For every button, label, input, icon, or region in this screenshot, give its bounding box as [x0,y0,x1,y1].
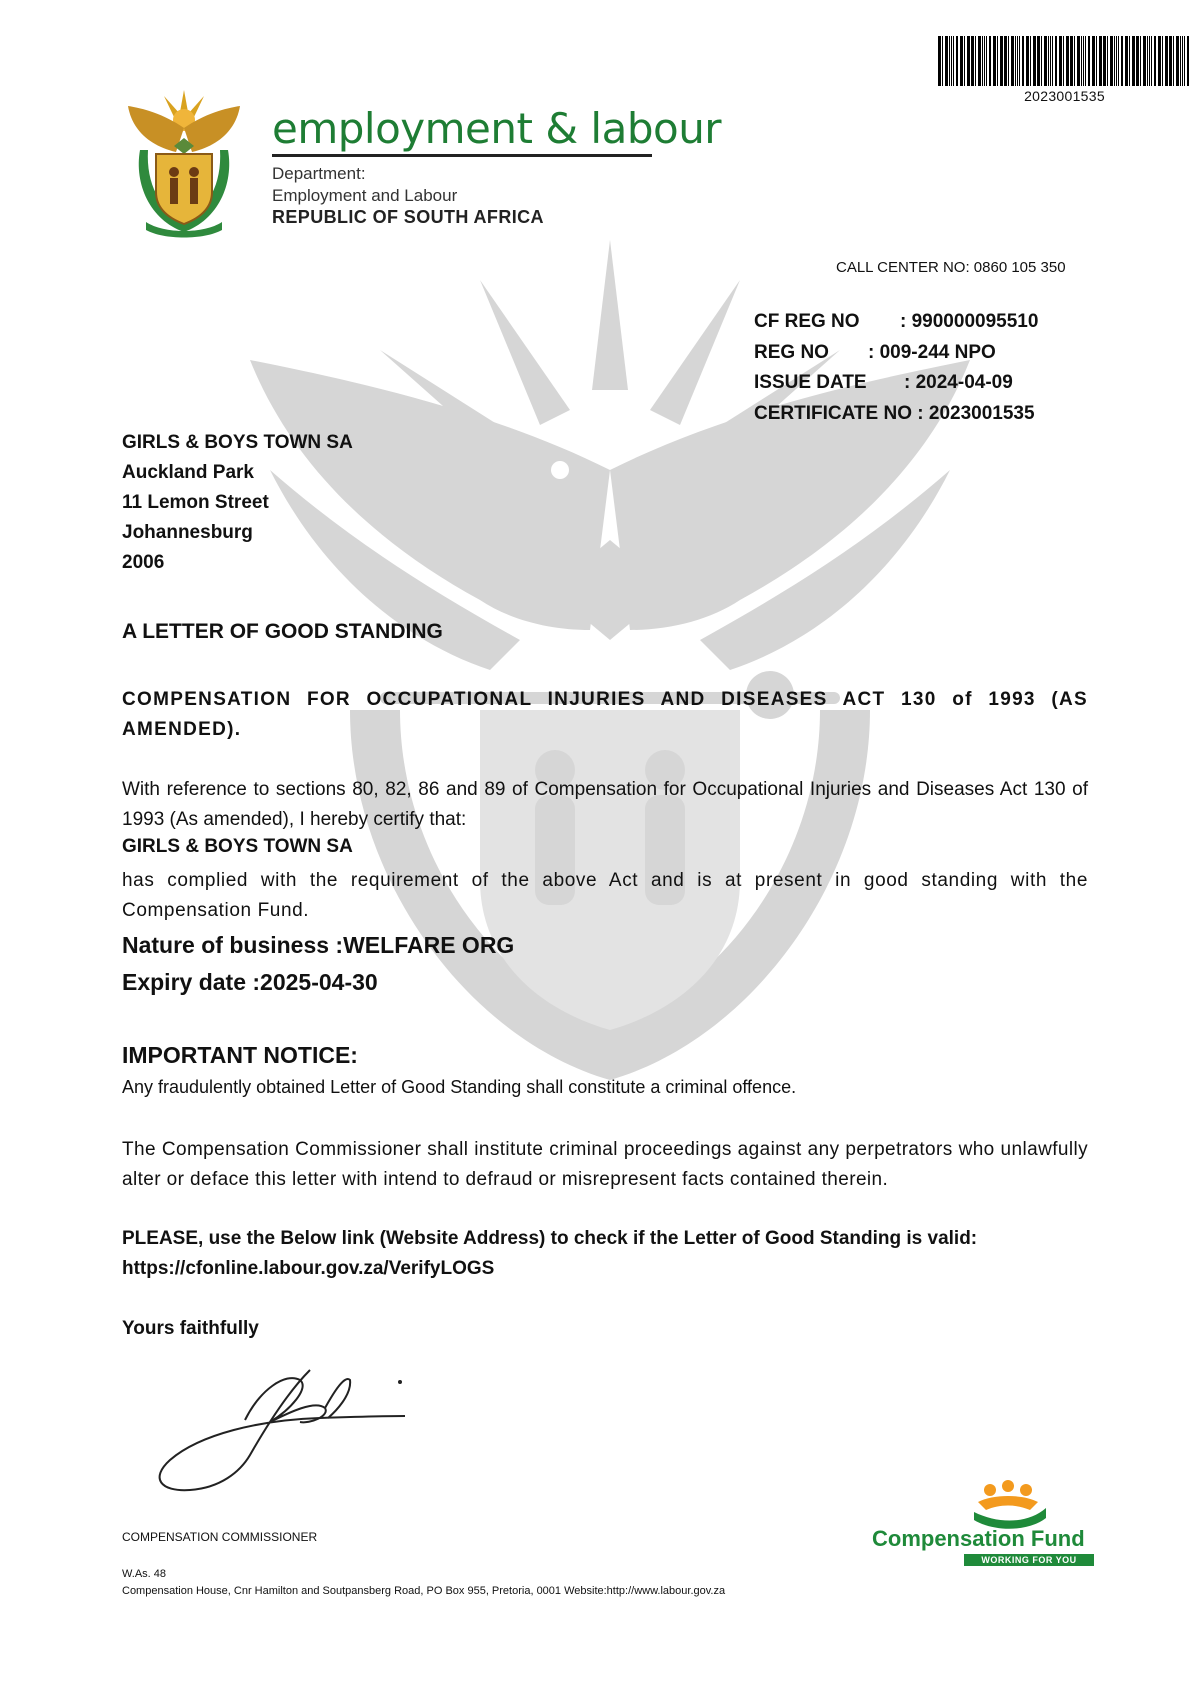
cf-reg-label: CF REG NO [754,311,860,332]
barcode-bar [938,36,941,86]
barcode-bar [1033,36,1036,86]
address-line: 11 Lemon Street [122,492,269,513]
barcode-bar [1030,36,1031,86]
address-line: Auckland Park [122,462,254,483]
barcode-bar [1099,36,1102,86]
barcode-bar [1092,36,1095,86]
barcode-bar [1055,36,1057,86]
country-name: REPUBLIC OF SOUTH AFRICA [272,207,544,227]
barcode-bar [951,36,952,86]
barcode-bar [1103,36,1106,86]
barcode-bar [1121,36,1123,86]
barcode-bar [989,36,991,86]
barcode-bar [1011,36,1014,86]
barcode-bar [1063,36,1064,86]
barcode-bar [1132,36,1135,86]
barcode-bar [1000,36,1003,86]
barcode-bar [1110,36,1113,86]
barcode-bar [1184,36,1185,86]
barcode-bar [1107,36,1108,86]
department-name: Employment and Labour [272,186,458,205]
form-code: W.As. 48 [122,1568,167,1580]
barcode-bar [986,36,987,86]
intro-paragraph: With reference to sections 80, 82, 86 and 89 of Compensation for Occupational Injuries and Diseases Act 130 of 1993 (As amended), I hereby certify that: [122,779,1088,830]
barcode-bar [1008,36,1009,86]
certificate-no [754,403,1035,425]
barcode-bar [1096,36,1097,86]
address-line: Johannesburg [122,522,253,543]
barcode-bar [956,36,958,86]
reg-label: REG NO [754,342,829,363]
barcode-bar [1050,36,1051,86]
letter-title: A LETTER OF GOOD STANDING [122,620,443,643]
cf-reg-value: : 990000095510 [900,311,1039,332]
barcode-bar [984,36,985,86]
nature-of-business: Nature of business :WELFARE ORG [122,932,515,958]
barcode-bar [1026,36,1029,86]
barcode-bar [1173,36,1174,86]
barcode-bar [1070,36,1073,86]
expiry-date: Expiry date :2025-04-30 [122,969,378,995]
call-center-number: CALL CENTER NO: 0860 105 350 [836,259,1066,276]
compliance-paragraph: has complied with the requirement of the above Act and is at present in good standing with the Compensation Fund. [122,870,1088,921]
barcode-bar [1048,36,1049,86]
act-title: COMPENSATION FOR OCCUPATIONAL INJURIES AND DISEASES ACT 130 of 1993 (AS AMENDED). [122,689,1088,740]
barcode-bar [1077,36,1080,86]
barcode-bar [964,36,965,86]
barcode-bar [1129,36,1130,86]
compensation-fund-name: Compensation Fund [872,1526,1085,1551]
barcode-bar [1158,36,1161,86]
signature-image [150,1360,420,1495]
barcode-bar [1136,36,1139,86]
barcode-bar [997,36,998,86]
barcode-bar [945,36,948,86]
brand-divider [272,154,652,157]
barcode-bar [1169,36,1172,86]
certificate-label: CERTIFICATE NO [754,403,912,424]
barcode-bar [949,36,950,86]
barcode-bar [1154,36,1156,86]
barcode-bar [1059,36,1062,86]
barcode-bar [1022,36,1024,86]
compensation-fund-tagline: WORKING FOR YOU [964,1554,1094,1566]
address-line: GIRLS & BOYS TOWN SA [122,432,353,453]
barcode-bar [975,36,976,86]
barcode-bar [1044,36,1047,86]
barcode-bar [1017,36,1018,86]
barcode-bar [1019,36,1020,86]
barcode-bar [1149,36,1150,86]
important-notice-title: IMPORTANT NOTICE: [122,1042,358,1068]
coat-of-arms-logo [124,84,244,240]
barcode-bar [993,36,996,86]
closing-salutation: Yours faithfully [122,1318,259,1339]
barcode-bar [982,36,983,86]
barcode-bar [1182,36,1183,86]
issue-date [754,372,1013,394]
brand-title: employment & labour [272,104,722,153]
barcode-bar [1162,36,1163,86]
compensation-fund-logo [868,1480,1098,1580]
barcode-bar [953,36,954,86]
barcode-image [938,36,1191,86]
barcode-bar [1151,36,1152,86]
barcode-bar [1041,36,1042,86]
verification-link[interactable]: https://cfonline.labour.gov.za/VerifyLOGS [122,1258,495,1279]
barcode-bar [1088,36,1090,86]
fraud-notice: Any fraudulently obtained Letter of Good Standing shall constitute a criminal offence. [122,1077,797,1097]
barcode-bar [1052,36,1053,86]
barcode-bar [1074,36,1075,86]
barcode-bar [967,36,970,86]
barcode-bar [971,36,974,86]
compensation-fund-emblem-icon [968,1480,1048,1530]
barcode-bar [1140,36,1141,86]
barcode-bar [1180,36,1181,86]
barcode-bar [1176,36,1179,86]
barcode-bar [1114,36,1115,86]
barcode-bar [1116,36,1117,86]
commissioner-paragraph: The Compensation Commissioner shall institute criminal proceedings against any perpetrators who unlawfully alter or deface this letter with intend to defraud or misrepresent facts contained therein. [122,1139,1088,1190]
barcode-bar [1083,36,1084,86]
barcode-bar [1004,36,1007,86]
barcode-bar [960,36,963,86]
reg-no [754,342,996,364]
barcode-bar [1165,36,1168,86]
company-name: GIRLS & BOYS TOWN SA [122,836,353,857]
barcode-bar [1037,36,1040,86]
footer-address: Compensation House, Cnr Hamilton and Soutpansberg Road, PO Box 955, Pretoria, 0001 Website:http://www.labour.gov.za [122,1585,726,1597]
barcode-bar [1066,36,1069,86]
barcode-bar [1118,36,1119,86]
barcode-bar [942,36,943,86]
address-line: 2006 [122,552,165,573]
barcode-bar [1125,36,1128,86]
barcode-bar [978,36,981,86]
barcode-bar [1143,36,1146,86]
verification-instruction: PLEASE, use the Below link (Website Address) to check if the Letter of Good Standing is valid: [122,1228,978,1249]
barcode-bar [1015,36,1016,86]
barcode-bar [1187,36,1189,86]
barcode-bar [1085,36,1086,86]
issue-date-label: ISSUE DATE [754,372,867,393]
barcode-bar [1147,36,1148,86]
barcode-bar [1081,36,1082,86]
department-label: Department: [272,164,366,183]
certificate-value: : 2023001535 [917,403,1035,424]
issue-date-value: : 2024-04-09 [904,372,1013,393]
barcode-number: 2023001535 [1024,88,1105,104]
reg-value: : 009-244 NPO [868,342,996,363]
cf-reg-no [754,311,1038,333]
signatory-title: COMPENSATION COMMISSIONER [122,1530,318,1544]
